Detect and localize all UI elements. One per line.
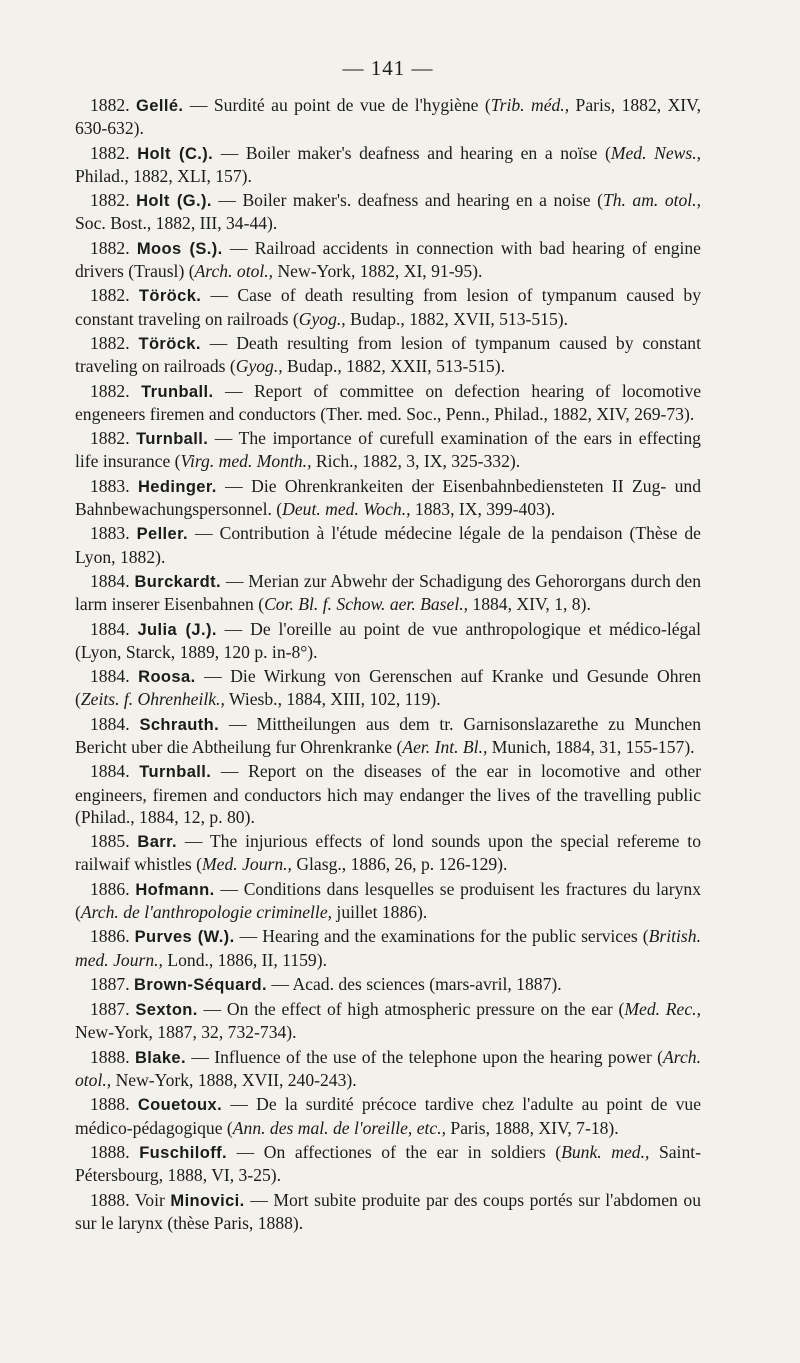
- entry-text: Rich., 1882, 3, IX, 325-332).: [311, 451, 521, 472]
- entry-year: 1884.: [90, 666, 130, 687]
- bibliography-entry: [75, 1046, 701, 1091]
- bibliography-entry: [75, 1189, 701, 1234]
- entry-prefix: Voir: [129, 1189, 171, 1210]
- entry-year: 1882.: [90, 237, 130, 258]
- entry-text: 1883, IX, 399-403).: [410, 498, 556, 519]
- bibliography-entry: [75, 618, 701, 663]
- author-name: Blake.: [134, 1048, 186, 1067]
- entry-year: 1882.: [90, 190, 130, 211]
- entry-text: — The importance of curefull examination of the ears in effecting life insurance (: [75, 428, 701, 472]
- author-name: Julia (J.).: [137, 620, 217, 639]
- entry-text: — Report of committee on defection hearing of locomotive engeneers firemen and conductors (Ther. med. Soc., Penn., Philad., 1882, XIV, 269-73).: [75, 380, 702, 424]
- journal-title: British. med. Journ.,: [75, 926, 701, 970]
- bibliography-entry: [75, 570, 701, 615]
- entry-text: 1884, XIV, 1, 8).: [468, 594, 591, 615]
- entry-text: Budap., 1882, XXII, 513-515).: [282, 356, 505, 377]
- entry-text: — Mittheilungen aus dem tr. Garnisonslazarethe zu Munchen Bericht uber die Abtheilung fur Ohrenkranke (: [75, 713, 702, 757]
- author-name: Hedinger.: [137, 477, 217, 496]
- entry-year: 1886.: [90, 878, 130, 899]
- entry-text: — Die Ohrenkrankeiten der Eisenbahnbediensteten II Zug- und Bahnbewachungspersonnel. (: [75, 475, 701, 519]
- author-name: Trunball.: [141, 382, 214, 401]
- author-name: Burckardt.: [134, 572, 221, 591]
- entry-text: — Conditions dans lesquelles se produisent les fractures du larynx (: [75, 878, 701, 922]
- entry-year: 1888.: [90, 1189, 130, 1210]
- entry-text: — Mort subite produite par des coups portés sur l'abdomen ou sur le larynx (thèse Paris, 1888).: [75, 1189, 701, 1233]
- journal-title: Virg. med. Month.,: [180, 451, 312, 472]
- entry-year: 1884.: [90, 761, 130, 782]
- author-name: Holt (C.).: [137, 144, 214, 163]
- entry-text: Lond., 1886, II, 1159).: [162, 949, 327, 970]
- author-name: Töröck.: [138, 287, 202, 306]
- entry-year: 1883.: [90, 523, 130, 544]
- entry-text: New-York, 1888, XVII, 240-243).: [111, 1070, 357, 1091]
- entry-year: 1884.: [90, 570, 130, 591]
- journal-title: Med. News.,: [610, 142, 702, 163]
- journal-title: Gyog.,: [235, 356, 283, 377]
- entry-text: New-York, 1882, XI, 91-95).: [273, 260, 483, 281]
- entry-text: — Report on the diseases of the ear in locomotive and other engineers, firemen and conductors hich may endanger the lives of the travelling public (Philad., 1884, 12, p. 80).: [75, 761, 701, 827]
- author-name: Purves (W.).: [134, 928, 235, 947]
- entry-text: — On affectiones of the ear in soldiers (: [227, 1142, 562, 1163]
- journal-title: Arch. otol.,: [194, 260, 274, 281]
- entry-year: 1884.: [90, 713, 130, 734]
- entry-text: — De l'oreille au point de vue anthropologique et médico-légal (Lyon, Starck, 1889, 120 p. in-8°).: [75, 618, 702, 662]
- entry-year: 1882.: [90, 428, 130, 449]
- journal-title: Aer. Int. Bl.,: [402, 736, 488, 757]
- entry-year: 1888.: [90, 1094, 130, 1115]
- bibliography-entry: [75, 1093, 701, 1138]
- author-name: Couetoux.: [137, 1096, 223, 1115]
- bibliography-entry: [75, 94, 701, 139]
- author-name: Fuschiloff.: [139, 1144, 227, 1163]
- journal-title: Arch. otol.,: [75, 1046, 701, 1091]
- journal-title: Trib. méd.,: [490, 95, 570, 115]
- entry-year: 1882.: [90, 142, 130, 163]
- entry-text: — Death resulting from lesion of tympanum caused by constant traveling on railroads (: [75, 332, 701, 377]
- bibliography-entry: [75, 522, 701, 567]
- entry-year: 1888.: [90, 1046, 130, 1067]
- entry-text: Saint-Pétersbourg, 1888, VI, 3-25).: [75, 1142, 701, 1186]
- journal-title: Gyog.,: [298, 308, 346, 329]
- entry-year: 1884.: [90, 618, 130, 639]
- entry-text: Munich, 1884, 31, 155-157).: [487, 736, 695, 757]
- entry-year: 1885.: [90, 831, 130, 852]
- bibliography-entry: [75, 237, 701, 282]
- author-name: Roosa.: [138, 668, 196, 687]
- entry-text: Glasg., 1886, 26, p. 126-129).: [291, 854, 508, 875]
- author-name: Minovici.: [170, 1191, 245, 1210]
- author-name: Hofmann.: [135, 880, 215, 899]
- entry-text: — The injurious effects of lond sounds upon the special refereme to railwaif whistles (: [75, 831, 701, 875]
- entry-text: — Acad. des sciences (mars-avril, 1887).: [267, 973, 562, 994]
- bibliography-entry: [75, 380, 701, 425]
- bibliography-entry: [75, 189, 701, 234]
- author-name: Gellé.: [136, 97, 184, 115]
- bibliography-entry: [75, 973, 701, 996]
- bibliography-entry: [75, 142, 701, 187]
- entry-text: — Boiler maker's. deafness and hearing en a noise (: [211, 190, 603, 211]
- journal-title: Th. am. otol.,: [602, 190, 701, 211]
- entry-year: 1882.: [90, 285, 130, 306]
- entry-text: Philad., 1882, XLI, 157).: [75, 165, 252, 186]
- author-name: Holt (G.).: [136, 192, 212, 211]
- author-name: Peller.: [136, 525, 189, 544]
- entry-year: 1888.: [90, 1142, 130, 1163]
- bibliography-entry: [75, 713, 701, 758]
- entry-text: New-York, 1887, 32, 732-734).: [75, 1022, 297, 1043]
- entry-year: 1882.: [90, 95, 130, 115]
- entry-year: 1882.: [90, 380, 130, 401]
- page-number: — 141 —: [342, 56, 434, 80]
- bibliography-entry: [75, 665, 701, 710]
- entry-year: 1886.: [90, 926, 130, 947]
- author-name: Sexton.: [135, 1001, 198, 1020]
- bibliography-entry: [75, 878, 701, 923]
- entry-year: 1883.: [90, 475, 130, 496]
- bibliography-entry: [75, 760, 701, 828]
- author-name: Moos (S.).: [136, 239, 223, 258]
- author-name: Schrauth.: [139, 715, 220, 734]
- entry-year: 1887.: [90, 973, 130, 994]
- bibliography-list: [75, 94, 701, 1236]
- entry-text: — Railroad accidents in connection with bad hearing of engine drivers (Trausl) (: [75, 237, 701, 281]
- bibliography-entry: [75, 284, 701, 329]
- author-name: Barr.: [137, 833, 178, 852]
- entry-text: Paris, 1882, XIV, 630-632).: [75, 95, 701, 139]
- entry-text: — Surdité au point de vue de l'hygiène (: [183, 95, 491, 115]
- author-name: Turnball.: [139, 763, 212, 782]
- bibliography-entry: [75, 427, 701, 472]
- author-name: Turnball.: [136, 430, 209, 449]
- author-name: Töröck.: [138, 334, 201, 353]
- bibliography-entry: [75, 475, 701, 520]
- entry-text: — Boiler maker's deafness and hearing en a noïse (: [213, 142, 611, 163]
- entry-text: juillet 1886).: [332, 901, 428, 922]
- entry-year: 1882.: [90, 332, 130, 353]
- entry-text: Wiesb., 1884, XIII, 102, 119).: [224, 689, 441, 710]
- entry-text: — Contribution à l'étude médecine légale de la pendaison (Thèse de Lyon, 1882).: [75, 523, 701, 567]
- bibliography-entry: [75, 1141, 701, 1186]
- bibliography-entry: [75, 830, 701, 875]
- journal-title: Med. Rec.,: [624, 999, 701, 1020]
- journal-title: Ann. des mal. de l'oreille, etc.,: [232, 1117, 447, 1138]
- entry-text: Paris, 1888, XIV, 7-18).: [446, 1117, 619, 1138]
- journal-title: Med. Journ.,: [202, 854, 292, 875]
- entry-text: — Hearing and the examinations for the public services (: [234, 926, 649, 947]
- entry-year: 1887.: [90, 999, 130, 1020]
- entry-text: Soc. Bost., 1882, III, 34-44).: [75, 213, 278, 234]
- bibliography-entry: [75, 332, 701, 377]
- bibliography-entry: [75, 998, 701, 1043]
- author-name: Brown-Séquard.: [134, 975, 268, 994]
- entry-text: Budap., 1882, XVII, 513-515).: [345, 308, 569, 329]
- journal-title: Cor. Bl. f. Schow. aer. Basel.,: [264, 594, 469, 615]
- journal-title: Bunk. med.,: [561, 1142, 650, 1163]
- journal-title: Zeits. f. Ohrenheilk.,: [80, 689, 225, 710]
- entry-text: — On the effect of high atmospheric pressure on the ear (: [197, 999, 625, 1020]
- entry-text: — De la surdité précoce tardive chez l'adulte au point de vue médico-pédagogique (: [75, 1094, 702, 1138]
- entry-text: — Influence of the use of the telephone upon the hearing power (: [185, 1046, 664, 1067]
- entry-text: — Case of death resulting from lesion of tympanum caused by constant traveling on railroads (: [75, 285, 701, 329]
- journal-title: Deut. med. Woch.,: [282, 498, 411, 519]
- bibliography-entry: [75, 925, 701, 970]
- entry-text: — Die Wirkung von Gerenschen auf Kranke und Gesunde Ohren (: [75, 666, 701, 710]
- journal-title: Arch. de l'anthropologie criminelle,: [80, 901, 333, 922]
- entry-text: — Merian zur Abwehr der Schadigung des Gehororgans durch den larm inserer Eisenbahnen (: [75, 570, 701, 615]
